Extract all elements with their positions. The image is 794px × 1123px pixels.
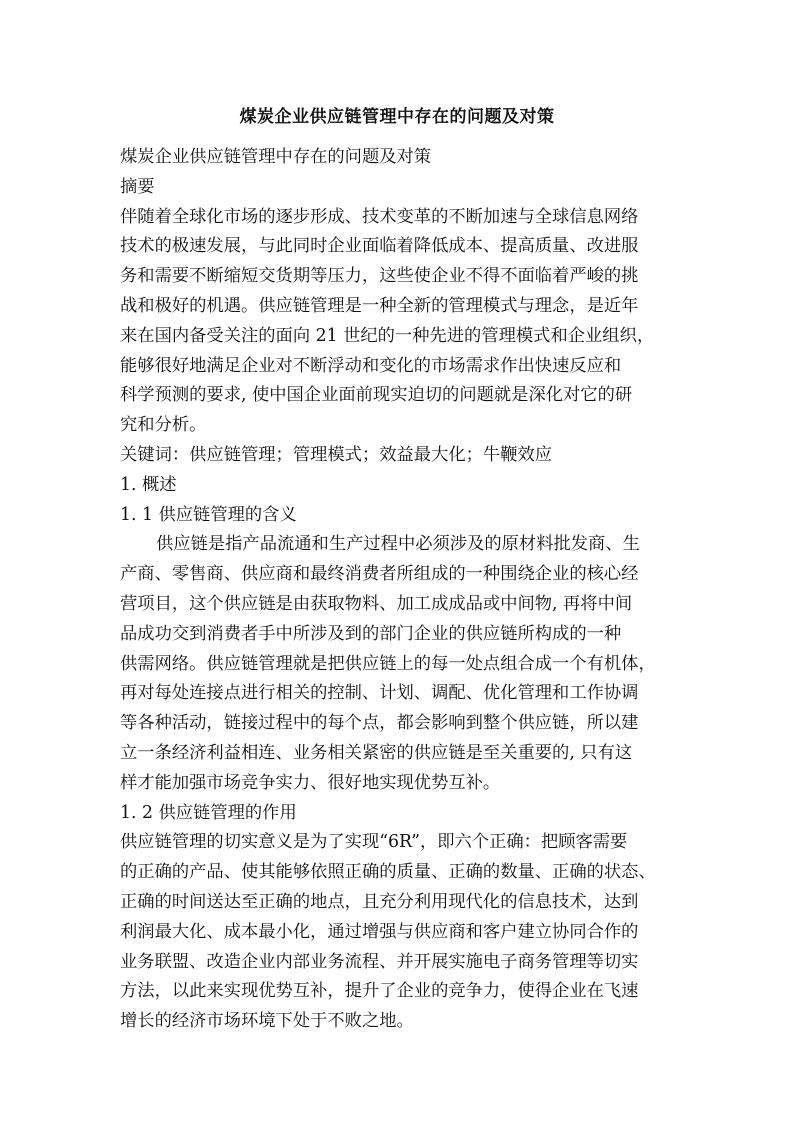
abstract-line: 务和需要不断缩短交货期等压力，这些使企业不得不面临着严峻的挑 xyxy=(120,266,639,287)
abstract-line: 究和分析。 xyxy=(120,415,207,436)
paragraph-line: 方法，以此来实现优势互补，提升了企业的竞争力，使得企业在飞速 xyxy=(120,981,639,1002)
subsection-heading: 1. 2 供应链管理的作用 xyxy=(120,802,297,823)
paragraph-line: 再对每处连接点进行相关的控制、计划、调配、优化管理和工作协调 xyxy=(120,683,639,704)
paragraph-line: 品成功交到消费者手中所涉及到的部门企业的供应链所构成的一种 xyxy=(120,623,622,644)
paragraph-line: 的正确的产品、使其能够依照正确的质量、正确的数量、正确的状态、 xyxy=(120,862,656,883)
paragraph-line: 正确的时间送达至正确的地点，且充分利用现代化的信息技术，达到 xyxy=(120,891,639,912)
paragraph-line: 营项目，这个供应链是由获取物料、加工成成品或中间物, 再将中间 xyxy=(120,593,633,614)
abstract-line: 来在国内备受关注的面向 21 世纪的一种先进的管理模式和企业组织， xyxy=(120,325,655,346)
paragraph-line: 利润最大化、成本最小化，通过增强与供应商和客户建立协同合作的 xyxy=(120,921,639,942)
keywords-line: 关键词：供应链管理；管理模式；效益最大化；牛鞭效应 xyxy=(120,444,553,465)
document-title: 煤炭企业供应链管理中存在的问题及对策 xyxy=(239,107,555,127)
abstract-heading: 摘要 xyxy=(120,176,155,197)
abstract-line: 伴随着全球化市场的逐步形成、技术变革的不断加速与全球信息网络 xyxy=(120,206,639,227)
abstract-line: 科学预测的要求, 使中国企业面前现实迫切的问题就是深化对它的研 xyxy=(120,385,633,406)
document-body xyxy=(120,143,680,1037)
subtitle-line: 煤炭企业供应链管理中存在的问题及对策 xyxy=(120,147,432,167)
paragraph-line: 立一条经济利益相连、业务相关紧密的供应链是至关重要的, 只有这 xyxy=(120,742,633,763)
section-heading: 1. 概述 xyxy=(120,474,177,495)
paragraph-line: 样才能加强市场竞争实力、很好地实现优势互补。 xyxy=(120,772,501,793)
paragraph-line: 供应链管理的切实意义是为了实现“6R”，即六个正确：把顾客需要 xyxy=(120,832,628,853)
abstract-line: 技术的极速发展，与此同时企业面临着降低成本、提高质量、改进服 xyxy=(120,236,639,257)
abstract-line: 能够很好地满足企业对不断浮动和变化的市场需求作出快速反应和 xyxy=(120,355,622,376)
paragraph-line: 等各种活动，链接过程中的每个点，都会影响到整个供应链，所以建 xyxy=(120,713,639,734)
paragraph-line: 产商、零售商、供应商和最终消费者所组成的一种围绕企业的核心经 xyxy=(120,564,639,585)
abstract-line: 战和极好的机遇。供应链管理是一种全新的管理模式与理念，是近年 xyxy=(120,295,639,316)
paragraph-line: 业务联盟、改造企业内部业务流程、并开展实施电子商务管理等切实 xyxy=(120,951,639,972)
subsection-heading: 1. 1 供应链管理的含义 xyxy=(120,504,297,525)
paragraph-line: 供需网络。供应链管理就是把供应链上的每一处点组合成一个有机体， xyxy=(120,653,656,674)
paragraph-line: 供应链是指产品流通和生产过程中必须涉及的原材料批发商、生 xyxy=(156,534,640,555)
paragraph-line: 增长的经济市场环境下处于不败之地。 xyxy=(120,1011,414,1032)
